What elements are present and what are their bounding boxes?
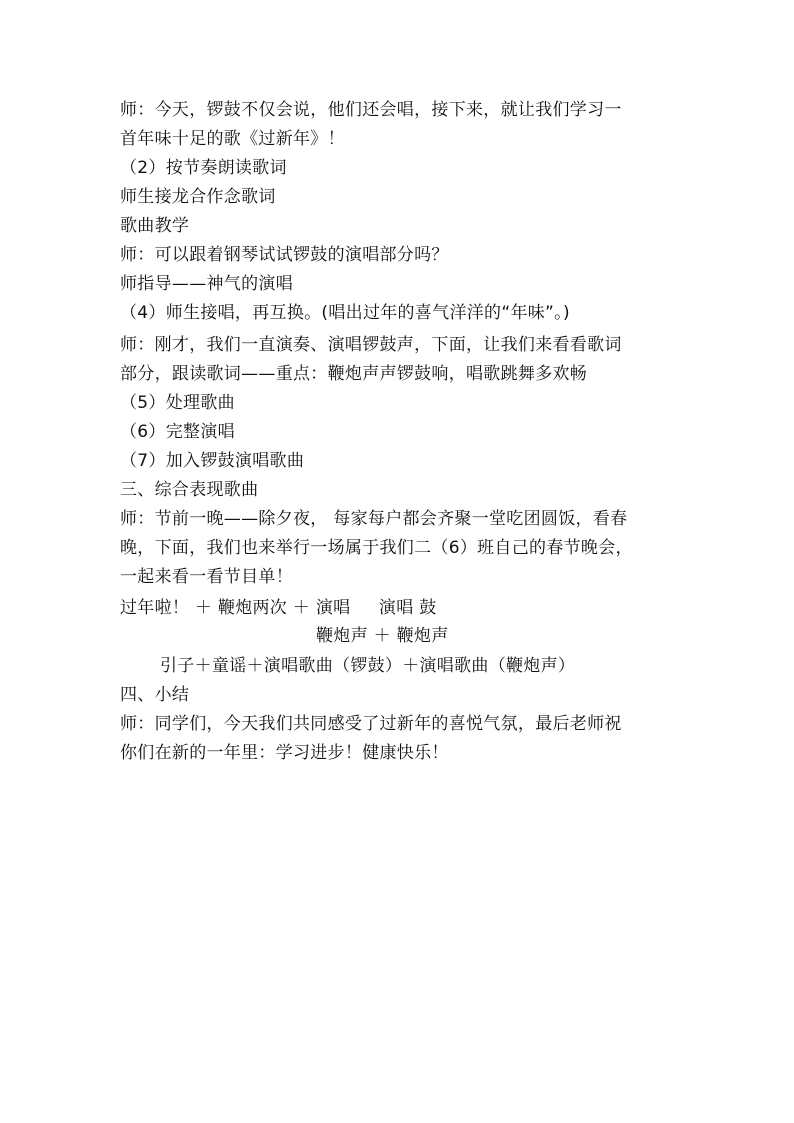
- text-line: 师：刚才，我们一直演奏、演唱锣鼓声，下面，让我们来看看歌词: [120, 335, 622, 355]
- text-line: 晚，下面，我们也来举行一场属于我们二（6）班自己的春节晚会，: [120, 538, 633, 558]
- text-line: 师：节前一晚——除夕夜， 每家每户都会齐聚一堂吃团圆饭，看春: [120, 509, 628, 529]
- text-line: 首年味十足的歌《过新年》！: [120, 129, 345, 149]
- program-line: 引子＋童谣＋演唱歌曲（锣鼓）＋演唱歌曲（鞭炮声）: [160, 656, 576, 676]
- section-heading: 三、综合表现歌曲: [120, 480, 259, 500]
- text-line: （2）按节奏朗读歌词: [120, 158, 287, 178]
- text-line: （7）加入锣鼓演唱歌曲: [120, 451, 305, 471]
- text-line: 师：今天，锣鼓不仅会说，他们还会唱，接下来，就让我们学习一: [120, 100, 622, 120]
- text-line: 师：同学们，今天我们共同感受了过新年的喜悦气氛，最后老师祝: [120, 714, 622, 734]
- text-line: （4）师生接唱，再互换。(唱出过年的喜气洋洋的“年味”。): [120, 303, 570, 323]
- text-line: （5）处理歌曲: [120, 393, 235, 413]
- text-line: （6）完整演唱: [120, 422, 235, 442]
- text-line: 你们在新的一年里：学习进步！健康快乐！: [120, 743, 449, 763]
- program-line: 过年啦！ ＋ 鞭炮两次 ＋ 演唱 演唱 鼓: [120, 598, 437, 618]
- text-line: 一起来看一看节目单！: [120, 567, 293, 587]
- section-heading: 四、小结: [120, 685, 190, 705]
- text-line: 师指导——神气的演唱: [120, 274, 293, 294]
- text-line: 师：可以跟着钢琴试试锣鼓的演唱部分吗？: [120, 245, 449, 265]
- section-heading: 歌曲教学: [120, 216, 190, 236]
- program-line: 鞭炮声 ＋ 鞭炮声: [316, 626, 449, 646]
- text-line: 师生接龙合作念歌词: [120, 187, 276, 207]
- text-line: 部分，跟读歌词——重点：鞭炮声声锣鼓响，唱歌跳舞多欢畅: [120, 364, 588, 384]
